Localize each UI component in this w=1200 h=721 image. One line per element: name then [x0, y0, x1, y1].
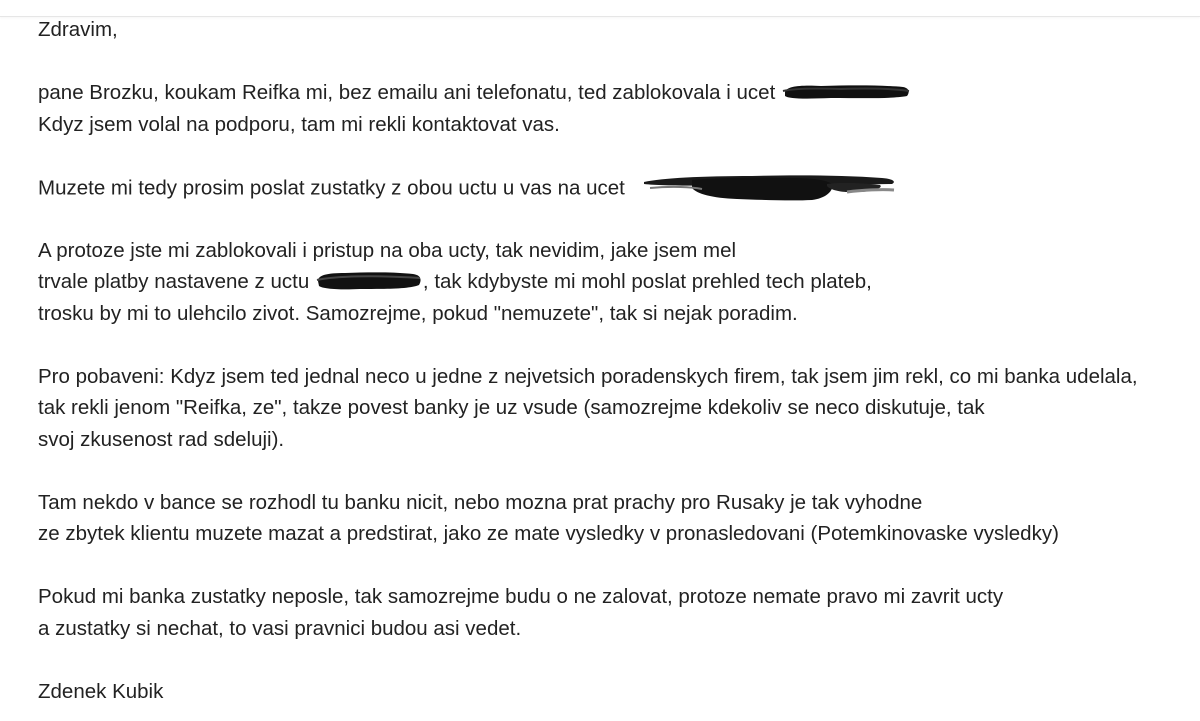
paragraph-2-line-1 — [38, 172, 1198, 204]
paragraph-5-line-2: ze zbytek klientu muzete mazat a predstirat, jako ze mate vysledky v pronasledovani (Potemkinovaske vysledky) — [38, 522, 1059, 545]
paragraph-spacer — [38, 455, 1198, 487]
paragraph-1-line-2: Kdyz jsem volal na podporu, tam mi rekli kontaktovat vas. — [38, 112, 560, 136]
greeting: Zdravim, — [38, 18, 118, 41]
redacted-account-number-1 — [781, 83, 911, 101]
paragraph-3-line-2-before: trvale platby nastavene z uctu — [38, 270, 310, 293]
paragraph-spacer — [38, 329, 1198, 361]
paragraph-5-line-1: Tam nekdo v bance se rozhodl tu banku nicit, nebo mozna prat prachy pro Rusaky je tak vyhodne — [38, 490, 923, 514]
paragraph-6-line-2: a zustatky si nechat, to vasi pravnici budou asi vedet. — [38, 616, 522, 640]
paragraph-spacer — [38, 46, 1198, 78]
email-body — [38, 14, 1198, 707]
paragraph-spacer — [38, 203, 1198, 235]
paragraph-4-line-1: Pro pobaveni: Kdyz jsem ted jednal neco u jedne z nejvetsich poradenskych firem, tak jsem jim rekl, co mi banka udelala, — [38, 364, 1138, 388]
paragraph-3-line-1: A protoze jste mi zablokovali i pristup na oba ucty, tak nevidim, jake jsem mel — [38, 238, 737, 262]
paragraph-6-line-1: Pokud mi banka zustatky neposle, tak samozrejme budu o ne zalovat, protoze nemate pravo mi zavrit ucty — [38, 585, 1004, 608]
paragraph-3-line-3: trosku by mi to ulehcilo zivot. Samozrejme, pokud "nemuzete", tak si nejak poradim. — [38, 301, 798, 325]
paragraph-1-line-1 — [38, 77, 1198, 109]
paragraph-3-line-2 — [38, 266, 1198, 298]
redacted-account-number-2 — [642, 170, 898, 204]
signature: Zdenek Kubik — [38, 679, 164, 703]
paragraph-spacer — [38, 140, 1198, 172]
paragraph-4-line-3: svoj zkusenost rad sdeluji). — [38, 427, 285, 451]
paragraph-spacer — [38, 550, 1198, 582]
paragraph-1-line-1-text: pane Brozku, koukam Reifka mi, bez emailu ani telefonatu, ted zablokovala i ucet — [38, 81, 776, 104]
redacted-account-number-3 — [315, 270, 423, 292]
paragraph-4-line-2: tak rekli jenom "Reifka, ze", takze povest banky je uz vsude (samozrejme kdekoliv se neco diskutuje, tak — [38, 396, 985, 419]
paragraph-spacer — [38, 644, 1198, 676]
paragraph-2-line-1-text: Muzete mi tedy prosim poslat zustatky z obou uctu u vas na ucet — [38, 175, 625, 199]
paragraph-3-line-2-after: , tak kdybyste mi mohl poslat prehled tech plateb, — [422, 270, 872, 293]
